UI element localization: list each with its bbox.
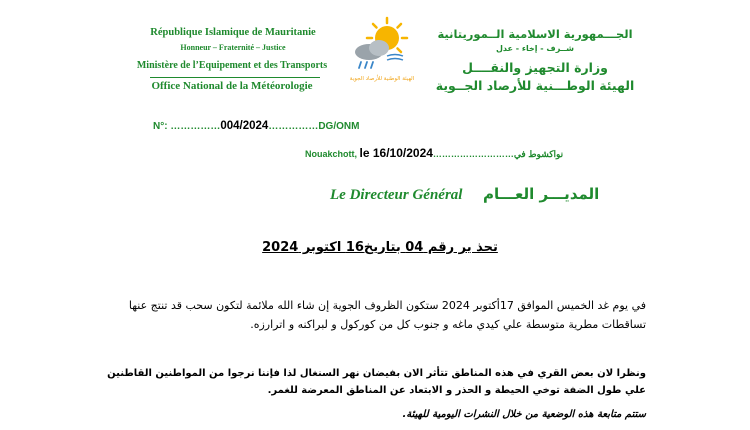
date-value: le 16/10/2024 (359, 146, 433, 160)
director-title-fr: Le Directeur Général (330, 187, 463, 203)
reference-suffix: ……………DG/ONM (268, 121, 360, 132)
date-arabic-city: نواكشوط في (513, 149, 564, 159)
director-title-ar: المديـــر العـــام (483, 185, 600, 203)
body-paragraph-flood-warning: ونظرا لان بعض القري في هذه المناطق تتأثر الان بفيضان نهر السنغال لذا فإننا نرجوا من المواطنين القاطنين علي طول الضفة توخي الحيطة و الحذر و الابتعاد عن المناطق المعرضة للغمر. (107, 368, 646, 396)
reference-number: 004/2024 (220, 120, 269, 132)
warning-title: تحذ ير رقم 04 بتاريخ16 اكتوبر 2024 (262, 240, 498, 255)
date-line (305, 146, 563, 160)
logo-caption: الهيئة الوطنية للأرصاد الجوية (349, 76, 415, 82)
header-fr-divider (150, 77, 320, 78)
header-ar-motto: شــرف - إخاء - عدل (495, 44, 574, 53)
header-fr-office: Office National de la Météorologie (151, 80, 313, 92)
header-ar-country: الجـــمهورية الاسلامية الــموريتانية (437, 27, 633, 41)
body-paragraph-followup: ستتم متابعة هذه الوضعية من خلال النشرات اليومية للهيئة. (402, 409, 646, 420)
logo-cloud-icon (355, 40, 389, 60)
header-fr-motto: Honneur – Fraternité – Justice (180, 43, 286, 52)
logo-wind-icon (387, 55, 403, 61)
date-city: Nouakchott, (305, 149, 360, 159)
reference-prefix: N°: …………… (153, 121, 221, 132)
logo-rain-icon (359, 62, 373, 68)
header-fr-ministry: Ministère de l’Equipement et des Transports (136, 60, 328, 71)
reference-line (153, 120, 359, 132)
date-dots: ……………………… (432, 149, 514, 159)
header-ar-office: الهيئة الوطـــنية للأرصاد الجــوية (435, 78, 635, 93)
header-fr-country: République Islamique de Mauritanie (150, 27, 316, 38)
header-ar-ministry: وزارة التجهيز والنقــــل (462, 60, 608, 75)
body-paragraph-forecast: في يوم غد الخميس الموافق 17أكتوبر 2024 ستكون الظروف الجوية إن شاء الله ملائمة لتكون سحب قد تنتج عنها تساقطات مطرية متوسطة علي كيدي ماغه و جنوب كل من كوركول و لبراكنه و اترارزه. (128, 299, 646, 331)
